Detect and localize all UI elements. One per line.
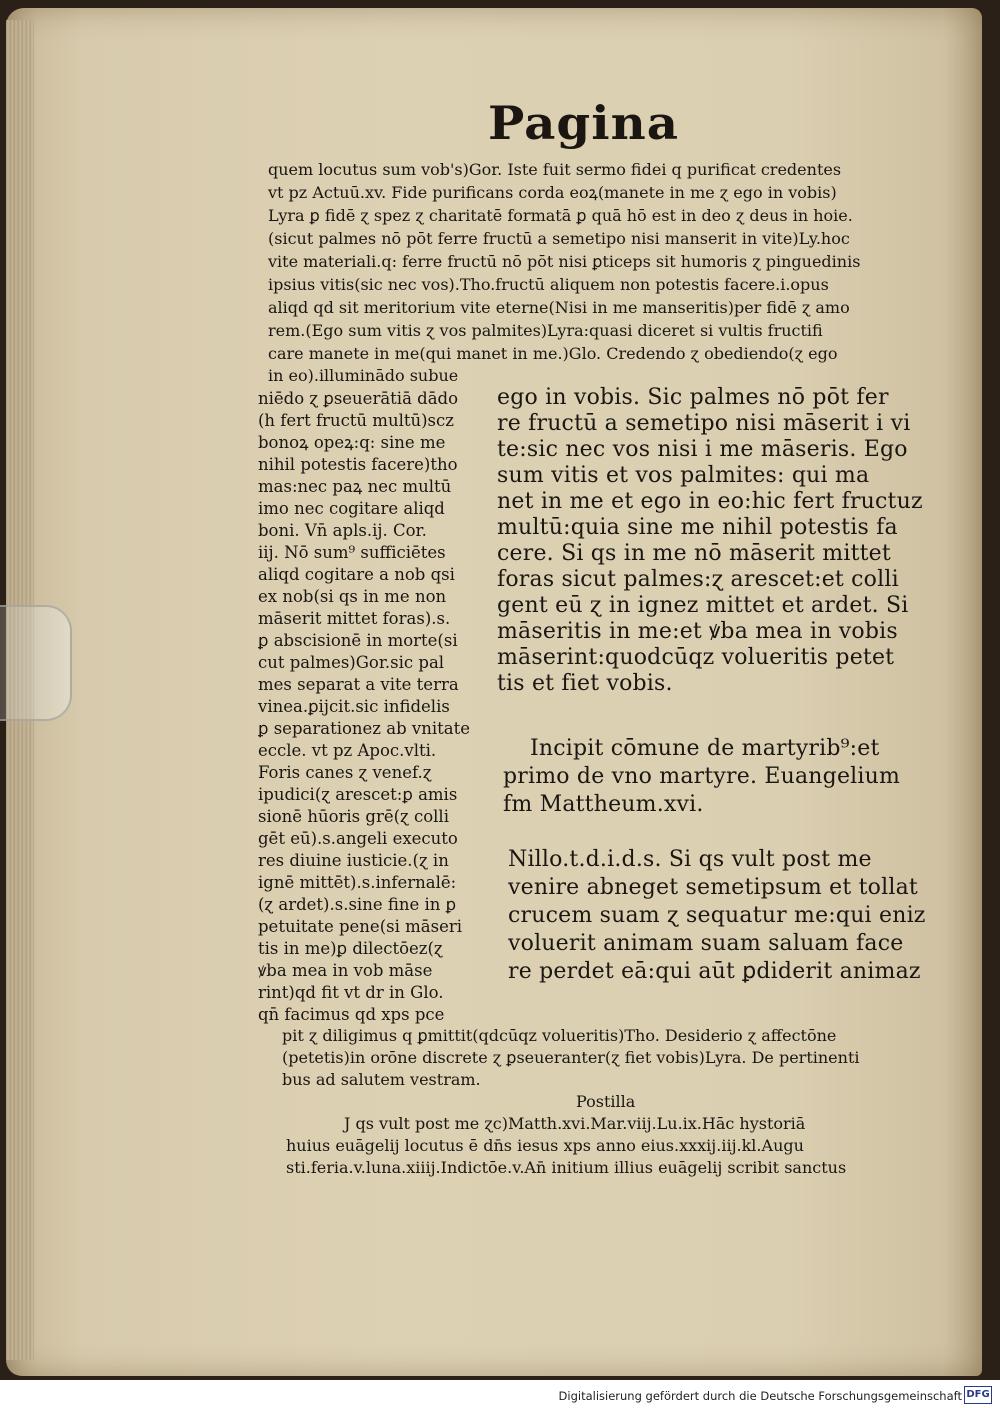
gloss-line: sionē hūoris grē(ɀ colli: [258, 807, 449, 826]
gloss-line: rint)qd fit vt dr in Glo.: [258, 983, 444, 1002]
page-headword: Pagina: [488, 96, 680, 150]
gloss-line: vinea.ꝑijcit.sic infidelis: [258, 697, 450, 716]
gloss-line: res diuine iusticie.(ɀ in: [258, 851, 449, 870]
gloss-line: tis in me)ꝑ dilectōez(ɀ: [258, 939, 443, 958]
gloss-line: ipudici(ɀ arescet:ꝑ amis: [258, 785, 458, 804]
gloss-line: nihil potestis facere)tho: [258, 455, 458, 474]
gloss-line: imo nec cogitare aliqd: [258, 499, 445, 518]
gloss-line: cut palmes)Gor.sic pal: [258, 653, 445, 672]
postilla-line: J qs vult post me ɀc)Matth.xvi.Mar.viij.Lu.ix.Hāc hystoriā: [344, 1114, 806, 1133]
gloss-line: gēt eū).s.angeli executo: [258, 829, 458, 848]
rubric-line: primo de vno martyre. Euangelium: [503, 764, 901, 789]
top-line: quem locutus sum vob's)Gor. Iste fuit sermo fidei q purificat credentes: [268, 160, 842, 179]
gospel-reading-line: venire abneget semetipsum et tollat: [508, 875, 918, 900]
top-line: ipsius vitis(sic nec vos).Tho.fructū aliquem non potestis facere.i.opus: [268, 275, 829, 294]
gloss-line: qn̄ facimus qd xps pce: [258, 1005, 445, 1024]
postilla-line: huius euāgelij locutus ē dn̄s iesus xps anno eius.xxxij.iij.kl.Augu: [286, 1136, 804, 1155]
rubric-line: Incipit cōmune de martyrib⁹:et: [530, 736, 880, 761]
gloss-line: eccle. vt pz Apoc.vlti.: [258, 741, 437, 760]
top-line: aliqd qd sit meritorium vite eterne(Nisi in me manseritis)per fidē ɀ amo: [268, 298, 850, 317]
gloss-line: niēdo ɀ ꝑseuerātiā dādo: [258, 389, 459, 408]
top-line: care manete in me(qui manet in me.)Glo. Credendo ɀ obediendo(ɀ ego: [268, 344, 838, 363]
gospel-reading-line: re perdet eā:qui aūt ꝑdiderit animaz: [508, 959, 921, 984]
gloss-line: (h fert fructū multū)scz: [258, 411, 454, 430]
gospel-text-line: tis et fiet vobis.: [497, 671, 673, 696]
gloss-line: iij. Nō sum⁹ sufficiētes: [258, 543, 446, 562]
gloss-line: aliqd cogitare a nob qsi: [258, 565, 455, 584]
dfg-logo-icon: DFG: [964, 1386, 992, 1404]
gloss-line: Foris canes ɀ venef.ɀ: [258, 763, 432, 782]
gospel-text-line: gent eū ɀ in ignez mittet et ardet. Si: [497, 593, 909, 618]
gospel-text-line: te:sic nec vos nisi i me māseris. Ego: [497, 437, 908, 462]
gloss-line: bonoꝝ opeꝝ:q: sine me: [258, 433, 446, 452]
gospel-text-line: net in me et ego in eo:hic fert fructuz: [497, 489, 923, 514]
gloss-line: petuitate pene(si māseri: [258, 917, 462, 936]
gloss-line: māserit mittet foras).s.: [258, 609, 451, 628]
postilla-line: sti.feria.v.luna.xiiij.Indictōe.v.An̄ initium illius euāgelij scribit sanctus: [286, 1158, 847, 1177]
top-line: vite materiali.q: ferre fructū nō pōt nisi ꝑticeps sit humoris ɀ pinguedinis: [268, 252, 861, 271]
gloss-line: ignē mittēt).s.infernalē:: [258, 873, 457, 892]
rubric-line: fm Mattheum.xvi.: [503, 792, 704, 817]
top-line: Lyra ꝑ fidē ɀ spez ɀ charitatē formatā ꝑ quā hō est in deo ɀ deus in hoie.: [268, 206, 853, 225]
gospel-text-line: foras sicut palmes:ɀ arescet:et colli: [497, 567, 899, 592]
gospel-text-line: sum vitis et vos palmites: qui ma: [497, 463, 870, 488]
top-line: (sicut palmes nō pōt ferre fructū a semetipo nisi manserit in vite)Ly.hoc: [268, 229, 850, 248]
gospel-text-line: ego in vobis. Sic palmes nō pōt fer: [497, 385, 889, 410]
gospel-text-line: cere. Si qs in me nō māserit mittet: [497, 541, 891, 566]
bottom-line: bus ad salutem vestram.: [282, 1070, 481, 1089]
gospel-reading-line: voluerit animam suam saluam face: [508, 931, 904, 956]
gloss-line: boni. Vn̄ apls.ij. Cor.: [258, 521, 427, 540]
top-line: rem.(Ego sum vitis ɀ vos palmites)Lyra:quasi diceret si vultis fructifi: [268, 321, 823, 340]
gloss-line: ꝟba mea in vob māse: [258, 961, 433, 980]
bottom-line: (petetis)in orōne discrete ɀ ꝑseueranter(ɀ fiet vobis)Lyra. De pertinenti: [282, 1048, 860, 1067]
top-line: in eo).illuminādo subue: [268, 366, 459, 385]
gospel-text-line: multū:quia sine me nihil potestis fa: [497, 515, 898, 540]
gloss-line: ꝑ separationez ab vnitate: [258, 719, 470, 738]
top-line: vt pz Actuū.xv. Fide purificans corda eoꝝ(manete in me ɀ ego in vobis): [268, 183, 837, 202]
gloss-line: mas:nec paꝝ nec multū: [258, 477, 452, 496]
gospel-text-line: māserint:quodcūqz volueritis petet: [497, 645, 895, 670]
gloss-line: ex nob(si qs in me non: [258, 587, 447, 606]
gospel-reading-line: Nillo.t.d.i.d.s. Si qs vult post me: [508, 847, 872, 872]
gospel-text-line: māseritis in me:et ꝟba mea in vobis: [497, 619, 898, 644]
gloss-line: (ɀ ardet).s.sine fine in ꝑ: [258, 895, 457, 914]
bottom-line: pit ɀ diligimus q ꝑmittit(qdcūqz volueritis)Tho. Desiderio ɀ affectōne: [282, 1026, 837, 1045]
gloss-line: ꝑ abscisionē in morte(si: [258, 631, 458, 650]
gospel-text-line: re fructū a semetipo nisi māserit i vi: [497, 411, 911, 436]
postilla-heading: Postilla: [576, 1092, 636, 1111]
gospel-reading-line: crucem suam ɀ sequatur me:qui eniz: [508, 903, 926, 928]
digitization-credit: Digitalisierung gefördert durch die Deutsche Forschungsgemeinschaft: [558, 1389, 962, 1403]
gloss-line: mes separat a vite terra: [258, 675, 459, 694]
